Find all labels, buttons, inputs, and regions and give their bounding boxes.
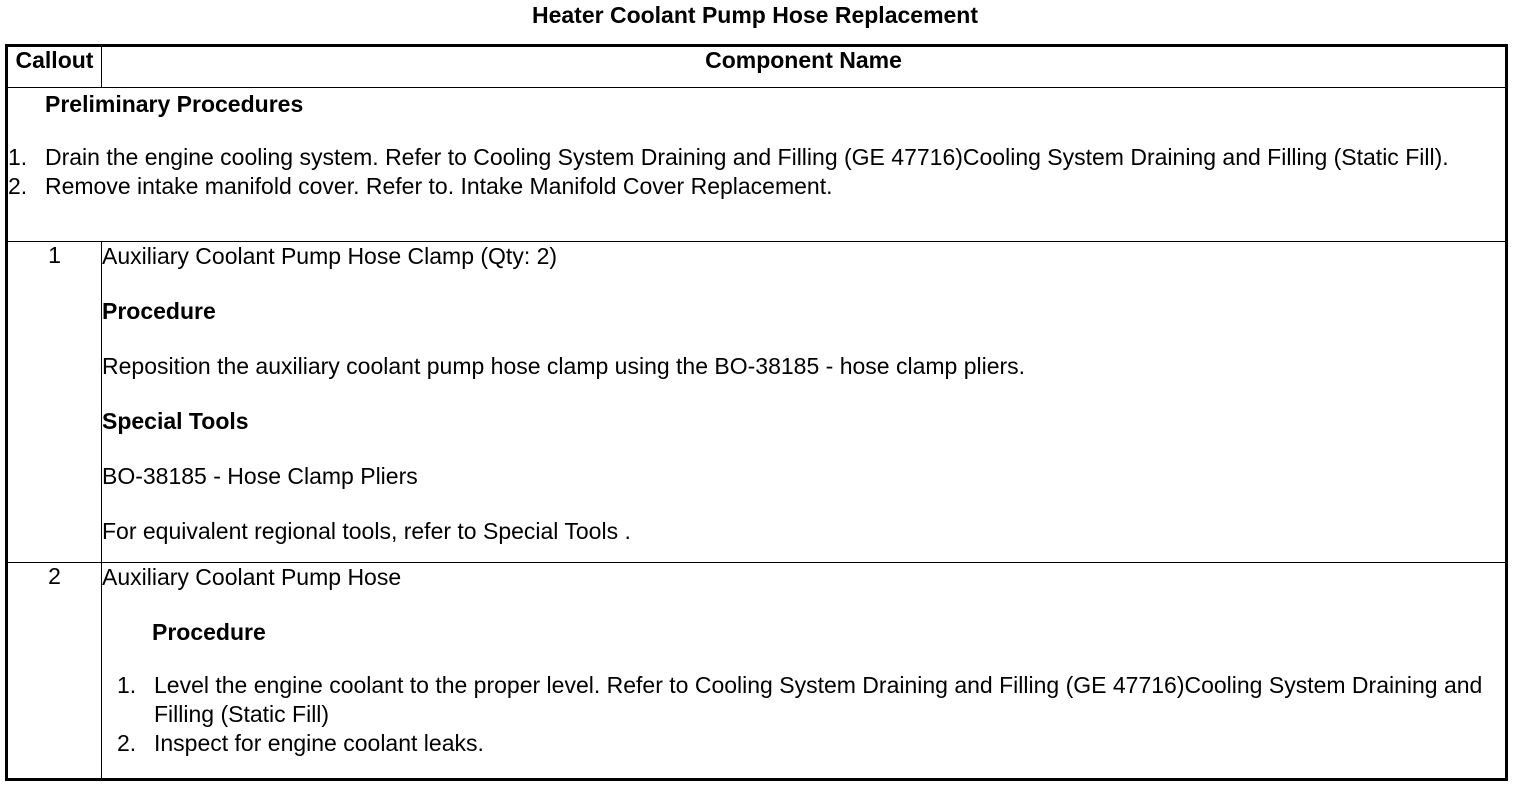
preliminary-step xyxy=(8,172,1505,201)
preliminary-steps xyxy=(8,143,1505,201)
special-tools-note: For equivalent regional tools, refer to Special Tools . xyxy=(102,518,631,545)
procedure-step xyxy=(117,729,1505,758)
preliminary-step xyxy=(8,143,1505,172)
component-name: Auxiliary Coolant Pump Hose xyxy=(102,563,402,590)
step-number: 1. xyxy=(8,144,28,171)
special-tools-heading: Special Tools xyxy=(102,408,249,435)
procedure-step xyxy=(117,671,1505,729)
procedure-heading: Procedure xyxy=(152,618,266,645)
special-tool: BO-38185 - Hose Clamp Pliers xyxy=(102,463,418,490)
procedure-steps xyxy=(117,671,1505,758)
table-row xyxy=(7,242,1507,562)
step-number: 2. xyxy=(117,729,137,756)
component-name: Auxiliary Coolant Pump Hose Clamp (Qty: 2) xyxy=(102,243,558,270)
step-text: Drain the engine cooling system. Refer to Cooling System Draining and Filling (GE 47716)Cooling System Draining and Filling (Static Fill). xyxy=(45,144,1449,171)
step-text: Inspect for engine coolant leaks. xyxy=(154,729,484,756)
callout-number: 1 xyxy=(7,242,102,562)
table-header-row xyxy=(7,46,1507,88)
step-text: Remove intake manifold cover. Refer to. Intake Manifold Cover Replacement. xyxy=(45,173,833,200)
component-name-column-header: Component Name xyxy=(102,46,1507,88)
procedure-heading: Procedure xyxy=(102,298,216,325)
procedure-text: Reposition the auxiliary coolant pump hose clamp using the BO-38185 - hose clamp pliers. xyxy=(102,353,1026,380)
procedure-table xyxy=(5,44,1508,781)
preliminary-cell xyxy=(7,88,1507,242)
step-number: 1. xyxy=(117,671,137,698)
procedure-block xyxy=(102,618,1505,758)
step-text: Level the engine coolant to the proper level. Refer to Cooling System Draining and Filling (GE 47716)Cooling System Draining and Filling (Static Fill) xyxy=(154,671,1483,727)
callout-number: 2 xyxy=(7,562,102,780)
component-cell xyxy=(102,562,1507,780)
callout-column-header: Callout xyxy=(7,46,102,88)
table-row xyxy=(7,562,1507,780)
preliminary-heading: Preliminary Procedures xyxy=(45,91,304,118)
preliminary-row xyxy=(7,88,1507,242)
component-cell xyxy=(102,242,1507,562)
step-number: 2. xyxy=(8,173,28,200)
page-title: Heater Coolant Pump Hose Replacement xyxy=(531,2,979,28)
